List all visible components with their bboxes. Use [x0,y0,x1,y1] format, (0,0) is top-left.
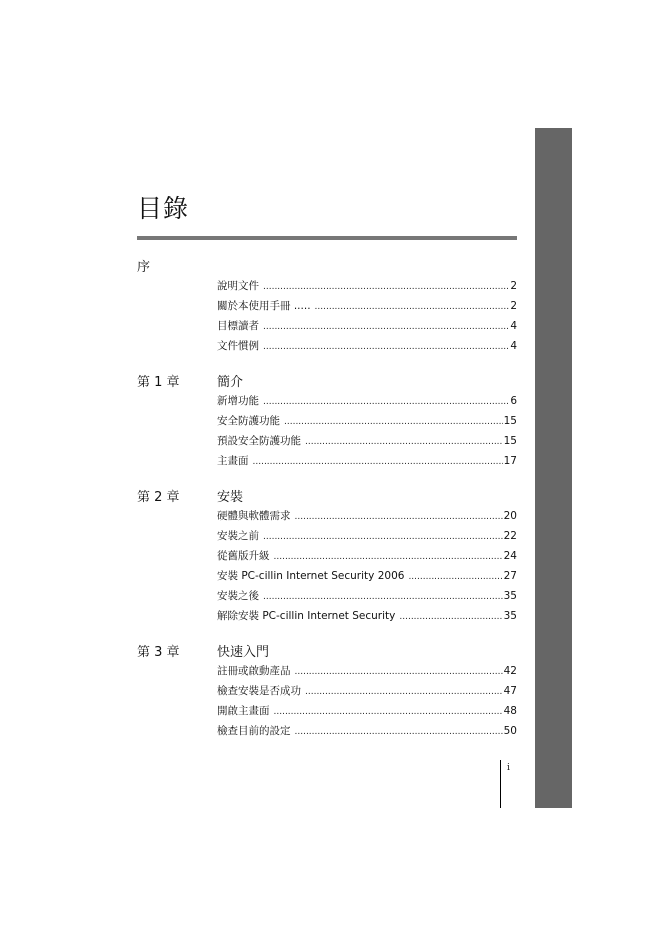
toc-entry[interactable] [217,393,517,413]
toc-section-chapter-3 [137,641,517,743]
toc-entry-label: 新增功能 [217,395,259,407]
toc-section-preface [137,256,517,358]
toc-entry-label: 安裝之前 [217,530,259,542]
toc-entry[interactable] [217,298,517,318]
chapter-label: 第 3 章 [137,645,180,660]
section-heading [137,641,517,663]
toc-entry-page: 4 [510,320,517,332]
chapter-label: 第 1 章 [137,375,180,390]
toc-entry-label: 說明文件 [217,280,259,292]
section-heading [137,256,517,278]
dot-leader [274,552,503,562]
dot-leader [305,437,503,447]
dot-leader [253,457,503,467]
toc-entry[interactable] [217,568,517,588]
section-heading [137,486,517,508]
chapter-label: 序 [137,260,151,275]
toc-entry-page: 17 [503,455,517,467]
toc-entry[interactable] [217,453,517,473]
toc-entry-page: 4 [510,340,517,352]
dot-leader [295,727,503,737]
toc-entry-page: 50 [503,725,517,737]
page-number-rule [500,760,501,808]
toc-entry[interactable] [217,548,517,568]
title-divider [137,236,517,240]
toc-entry-page: 48 [503,705,517,717]
toc-entry-page: 35 [503,590,517,602]
toc-entry[interactable] [217,413,517,433]
toc-entry-label: 關於本使用手冊 ..... [217,300,311,312]
section-heading [137,371,517,393]
dot-leader [263,322,509,332]
toc-entry-page: 2 [510,280,517,292]
chapter-title: 快速入門 [217,645,270,660]
toc-entry-label: 安裝之後 [217,590,259,602]
toc-entry-label: 目標讀者 [217,320,259,332]
side-tab-bar [535,128,572,808]
toc-entry-label: 註冊或啟動產品 [217,665,291,677]
toc-entry-page: 6 [510,395,517,407]
toc-entry-label: 開啟主畫面 [217,705,270,717]
toc-entry-label: 檢查目前的設定 [217,725,291,737]
toc-entry[interactable] [217,528,517,548]
dot-leader [263,397,509,407]
toc-entry-page: 15 [503,415,517,427]
dot-leader [399,612,502,622]
dot-leader [263,342,509,352]
dot-leader [295,667,503,677]
toc-entry-page: 27 [503,570,517,582]
toc-entry[interactable] [217,703,517,723]
dot-leader [305,687,503,697]
dot-leader [315,302,510,312]
toc-entry-page: 47 [503,685,517,697]
toc-entry[interactable] [217,278,517,298]
page-title: 目錄 [137,194,190,223]
toc-entry-page: 20 [503,510,517,522]
toc-entry[interactable] [217,318,517,338]
dot-leader [295,512,503,522]
toc-entry-page: 2 [510,300,517,312]
toc-section-chapter-1 [137,371,517,473]
toc-entry-label: 預設安全防護功能 [217,435,301,447]
toc-entry[interactable] [217,588,517,608]
dot-leader [274,707,503,717]
chapter-label: 第 2 章 [137,490,180,505]
toc-entry-page: 42 [503,665,517,677]
toc-entry[interactable] [217,683,517,703]
toc-entry-label: 安全防護功能 [217,415,280,427]
toc-entry-page: 24 [503,550,517,562]
toc-entry-label: 從舊版升級 [217,550,270,562]
toc-entry-label: 檢查安裝是否成功 [217,685,301,697]
toc-entry[interactable] [217,433,517,453]
toc-section-chapter-2 [137,486,517,628]
toc-entry-label: 解除安裝 PC-cillin Internet Security [217,610,396,622]
toc-entry-label: 文件慣例 [217,340,259,352]
dot-leader [408,572,502,582]
dot-leader [284,417,503,427]
toc-entry-page: 35 [503,610,517,622]
table-of-contents [137,256,517,756]
toc-entry[interactable] [217,663,517,683]
toc-entry-page: 15 [503,435,517,447]
toc-entry[interactable] [217,508,517,528]
toc-entry-label: 安裝 PC-cillin Internet Security 2006 [217,570,405,582]
toc-entry-label: 硬體與軟體需求 [217,510,291,522]
toc-entry[interactable] [217,338,517,358]
toc-entry[interactable] [217,723,517,743]
toc-entry-page: 22 [503,530,517,542]
dot-leader [263,282,509,292]
dot-leader [263,532,503,542]
chapter-title: 簡介 [217,375,244,390]
dot-leader [263,592,503,602]
toc-entry[interactable] [217,608,517,628]
toc-entry-label: 主畫面 [217,455,249,467]
page-number: i [507,763,510,773]
chapter-title: 安裝 [217,490,244,505]
